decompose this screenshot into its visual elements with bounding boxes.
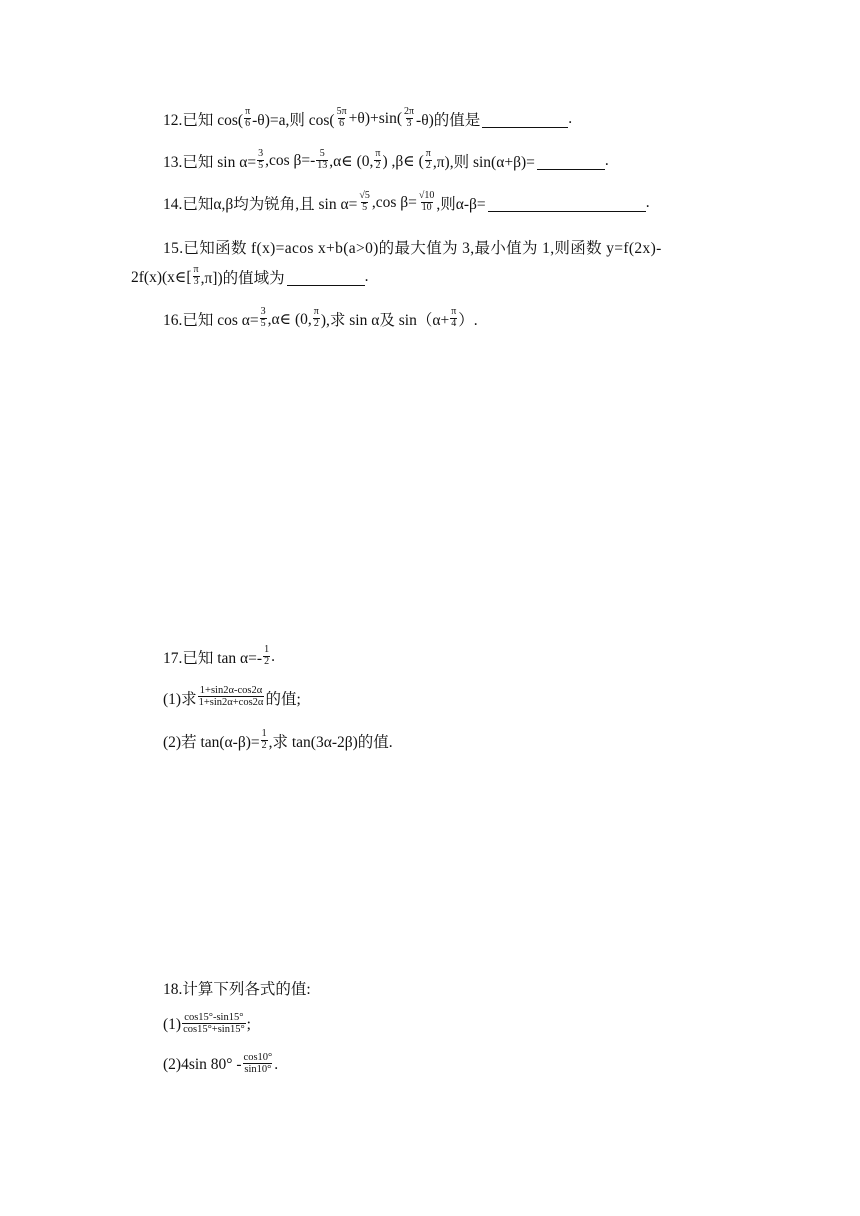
q15-text-c: ,π])的值域为 xyxy=(200,270,285,287)
q14-end: . xyxy=(645,194,650,211)
question-15-line-2 xyxy=(131,266,369,288)
q13-end: . xyxy=(604,152,609,169)
q18-p1-label: (1) xyxy=(163,1015,182,1033)
q12-answer-blank xyxy=(482,126,568,128)
q15-text-a: 15.已知函数 f(x)=acos x+b(a>0)的最大值为 3,最小值为 1,则函数 y=f(2x)- xyxy=(163,240,662,257)
q18-title: 18.计算下列各式的值: xyxy=(163,981,311,998)
q16-text-c: ),求 sin α及 sin（α+ xyxy=(320,312,450,329)
q12-text-c: +θ)+sin( xyxy=(348,110,402,127)
question-13 xyxy=(163,150,609,172)
question-18 xyxy=(163,977,311,999)
q16-fraction-1: $\frac{3}{5}$ xyxy=(260,306,266,329)
q13-fraction-4: $\frac{\pi}{2}$ xyxy=(425,148,431,171)
q17-p1-suffix: 的值; xyxy=(265,690,301,708)
question-18-part-1 xyxy=(163,1013,251,1036)
q18-p2-text: (2)4sin 80° - xyxy=(163,1055,242,1073)
q17-p2-text-a: (2)若 tan(α-β)= xyxy=(163,734,260,751)
q13-fraction-2: $\frac{5}{13}$ xyxy=(317,148,328,171)
q12-fraction-2: $\frac{5\pi}{6}$ xyxy=(336,106,347,129)
question-12 xyxy=(163,108,572,130)
q14-fraction-1: $\frac{√5}{5}$ xyxy=(359,190,370,213)
question-16 xyxy=(163,308,478,330)
q12-fraction-3: $\frac{2\pi}{3}$ xyxy=(403,106,415,129)
q18-p1-fraction: $\frac{\cos 15^\circ-\sin 15^\circ}{\cos 15^\circ+\sin 15^\circ}$ xyxy=(183,1012,245,1036)
q17-text-a: 17.已知 tan α=- xyxy=(163,650,263,667)
q15-fraction-1: $\frac{\pi}{3}$ xyxy=(193,264,199,287)
q16-text-d: ）. xyxy=(458,312,478,329)
q14-fraction-2: $\frac{√10}{10}$ xyxy=(418,190,435,213)
q18-p1-suffix: ; xyxy=(246,1015,251,1033)
q15-end: . xyxy=(364,268,369,285)
question-15-line-1 xyxy=(163,236,662,258)
question-17-part-1 xyxy=(163,686,301,709)
q13-answer-blank xyxy=(537,168,605,170)
q12-text-b: -θ)=a,则 cos( xyxy=(252,112,335,129)
q17-p1-fraction: $\frac{1+\sin 2\alpha-\cos 2\alpha}{1+\sin 2\alpha+\cos 2\alpha}$ xyxy=(198,685,264,709)
q18-p2-fraction: $\frac{\cos 10^\circ}{\sin 10^\circ}$ xyxy=(243,1052,273,1076)
q16-text-a: 16.已知 cos α= xyxy=(163,312,259,329)
q14-text-a: 14.已知α,β均为锐角,且 sin α= xyxy=(163,196,358,213)
q13-text-a: 13.已知 sin α= xyxy=(163,154,257,171)
q18-p2-suffix: . xyxy=(274,1055,279,1073)
q16-fraction-3: $\frac{\pi}{4}$ xyxy=(451,306,457,329)
q14-answer-blank xyxy=(488,210,646,212)
q15-answer-blank xyxy=(287,284,365,286)
q12-text-a: 12.已知 cos( xyxy=(163,112,244,129)
q12-text-d: -θ)的值是 xyxy=(416,112,481,129)
question-18-part-2 xyxy=(163,1053,278,1076)
q13-text-b: ,cos β=- xyxy=(265,152,316,169)
q16-text-b: ,α∈ (0, xyxy=(267,310,312,328)
q17-p1-label: (1)求 xyxy=(163,690,197,708)
q12-fraction-1: $\frac{\pi}{6}$ xyxy=(245,106,251,129)
q14-text-c: ,则α-β= xyxy=(436,196,486,213)
q12-end: . xyxy=(568,110,573,127)
question-17 xyxy=(163,646,275,668)
q17-end: . xyxy=(271,648,275,665)
q17-fraction-1: $\frac{1}{2}$ xyxy=(264,644,270,667)
question-14 xyxy=(163,192,650,214)
q15-text-b: 2f(x)(x∈[ xyxy=(131,268,192,286)
q13-text-c: ,α∈ (0, xyxy=(329,152,374,170)
question-17-part-2 xyxy=(163,730,393,752)
q17-p2-fraction: $\frac{1}{2}$ xyxy=(261,728,267,751)
q17-p2-text-b: ,求 tan(3α-2β)的值. xyxy=(268,734,393,751)
q13-text-e: ,π),则 sin(α+β)= xyxy=(432,154,535,171)
q13-fraction-1: $\frac{3}{5}$ xyxy=(258,148,264,171)
q13-fraction-3: $\frac{\pi}{2}$ xyxy=(375,148,381,171)
q13-text-d: ) ,β∈ ( xyxy=(382,152,424,170)
q14-text-b: ,cos β= xyxy=(371,194,417,211)
q16-fraction-2: $\frac{\pi}{2}$ xyxy=(313,306,319,329)
